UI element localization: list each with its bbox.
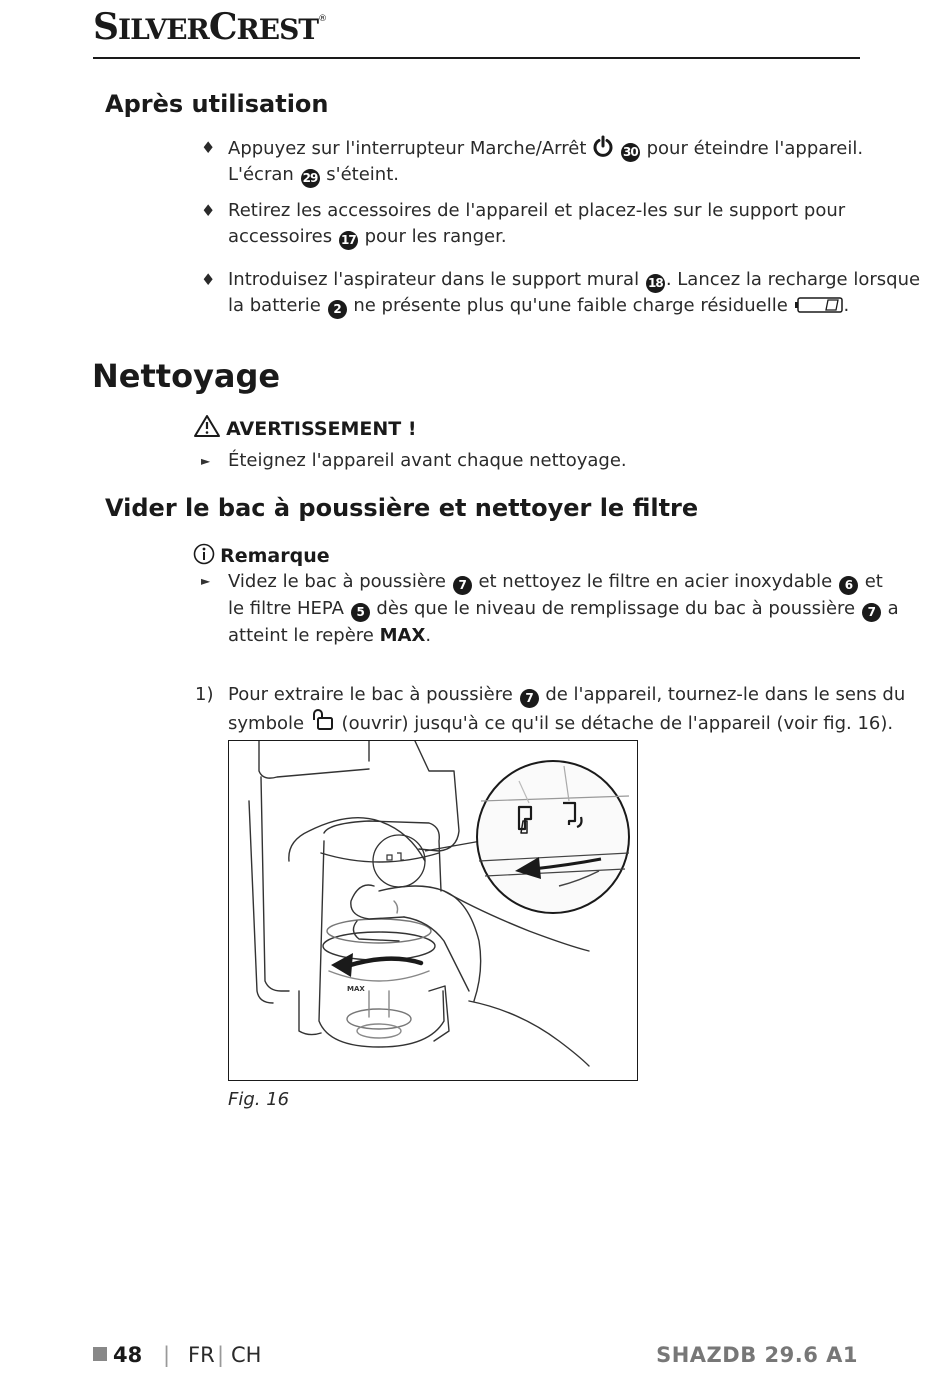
callout-number: 5 (351, 603, 370, 622)
callout-number: 17 (339, 231, 358, 250)
callout-number: 30 (621, 143, 640, 162)
low-battery-icon (794, 296, 844, 314)
figure-max-label: MAX (347, 985, 365, 993)
callout-number: 7 (453, 576, 472, 595)
page-marker-square (93, 1347, 107, 1361)
bullet-icon: ♦ (201, 270, 216, 289)
bullet-icon: ♦ (201, 201, 216, 220)
footer-lang-ch: CH (231, 1343, 262, 1367)
warning-text: Éteignez l'appareil avant chaque nettoyage. (228, 450, 627, 471)
list-item: Appuyez sur l'interrupteur Marche/Arrêt 30 pour éteindre l'appareil. L'écran 29 s'éteint. (228, 135, 863, 188)
callout-number: 7 (862, 603, 881, 622)
step-number: 1) (195, 684, 214, 705)
header-rule (93, 57, 860, 59)
section-title-nettoyage: Nettoyage (92, 357, 281, 395)
figure-caption: Fig. 16 (228, 1089, 290, 1110)
note-heading (193, 543, 330, 567)
note-title: Remarque (220, 545, 330, 567)
callout-number: 29 (301, 169, 320, 188)
step-text: Pour extraire le bac à poussière 7 de l'appareil, tournez-le dans le sens du symbole (ouvrir) jusqu'à ce qu'il se détache de l'appareil (voir fig. 16). (228, 684, 906, 734)
warning-heading (193, 414, 417, 440)
bullet-icon: ♦ (201, 138, 216, 157)
list-item: Retirez les accessoires de l'appareil et placez-les sur le support pour accessoires 17 pour les ranger. (228, 198, 845, 250)
section-title-apres: Après utilisation (105, 90, 329, 118)
section-title-vider: Vider le bac à poussière et nettoyer le filtre (105, 494, 699, 522)
warning-title: AVERTISSEMENT ! (226, 418, 417, 440)
max-label: MAX (379, 625, 426, 646)
warning-triangle-icon (193, 414, 221, 438)
info-icon (193, 543, 215, 565)
callout-number: 2 (328, 300, 347, 319)
power-icon (592, 135, 614, 157)
page-number: 48 (113, 1343, 143, 1367)
callout-number: 18 (646, 274, 665, 293)
arrow-bullet-icon: ► (201, 574, 211, 588)
note-text: Videz le bac à poussière 7 et nettoyez le filtre en acier inoxydable 6 et le filtre HEPA 5 dès que le niveau de remplissage du bac à poussière 7 a atteint le repère MAX. (228, 571, 899, 646)
arrow-bullet-icon: ► (201, 454, 211, 468)
callout-number: 6 (839, 576, 858, 595)
footer-separator: | (163, 1343, 171, 1367)
footer-model: SHAZDB 29.6 A1 (656, 1343, 858, 1367)
callout-number: 7 (520, 689, 539, 708)
list-item: Introduisez l'aspirateur dans le support mural 18 . Lancez la recharge lorsque la batterie 2 ne présente plus qu'une faible charge résiduelle . (228, 267, 920, 319)
vacuum-dustbin-drawing (229, 741, 637, 1080)
footer-lang-fr: FR (188, 1343, 215, 1367)
page-number-block (93, 1343, 142, 1367)
unlock-icon (310, 708, 336, 732)
brand-logo: SILVERCREST® (93, 6, 327, 48)
footer-separator: | (217, 1343, 225, 1367)
figure-16-illustration (228, 740, 638, 1081)
